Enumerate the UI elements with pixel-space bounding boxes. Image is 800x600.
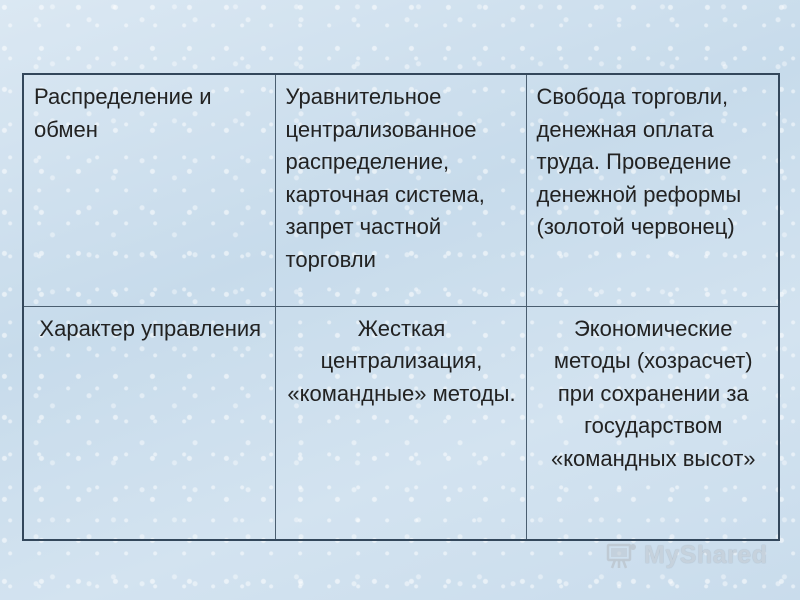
myshared-logo-icon: [606, 540, 638, 570]
watermark: [606, 537, 767, 573]
table-cell: Уравнительное централизованное распределение, карточная система, запрет частной торговли: [275, 74, 526, 306]
watermark-text: MyShared: [644, 540, 768, 569]
table-cell: Экономические методы (хозрасчет) при сохранении за государством «командных высот»: [526, 306, 779, 540]
table-row: [23, 74, 779, 306]
table-cell: Свобода торговли, денежная оплата труда. Проведение денежной реформы (золотой червонец): [526, 74, 779, 306]
table-cell: Характер управления: [23, 306, 275, 540]
table-cell: Распределение и обмен: [23, 74, 275, 306]
table-row: [23, 306, 779, 540]
table-cell: Жесткая централизация, «командные» методы.: [275, 306, 526, 540]
comparison-table: [22, 73, 780, 541]
